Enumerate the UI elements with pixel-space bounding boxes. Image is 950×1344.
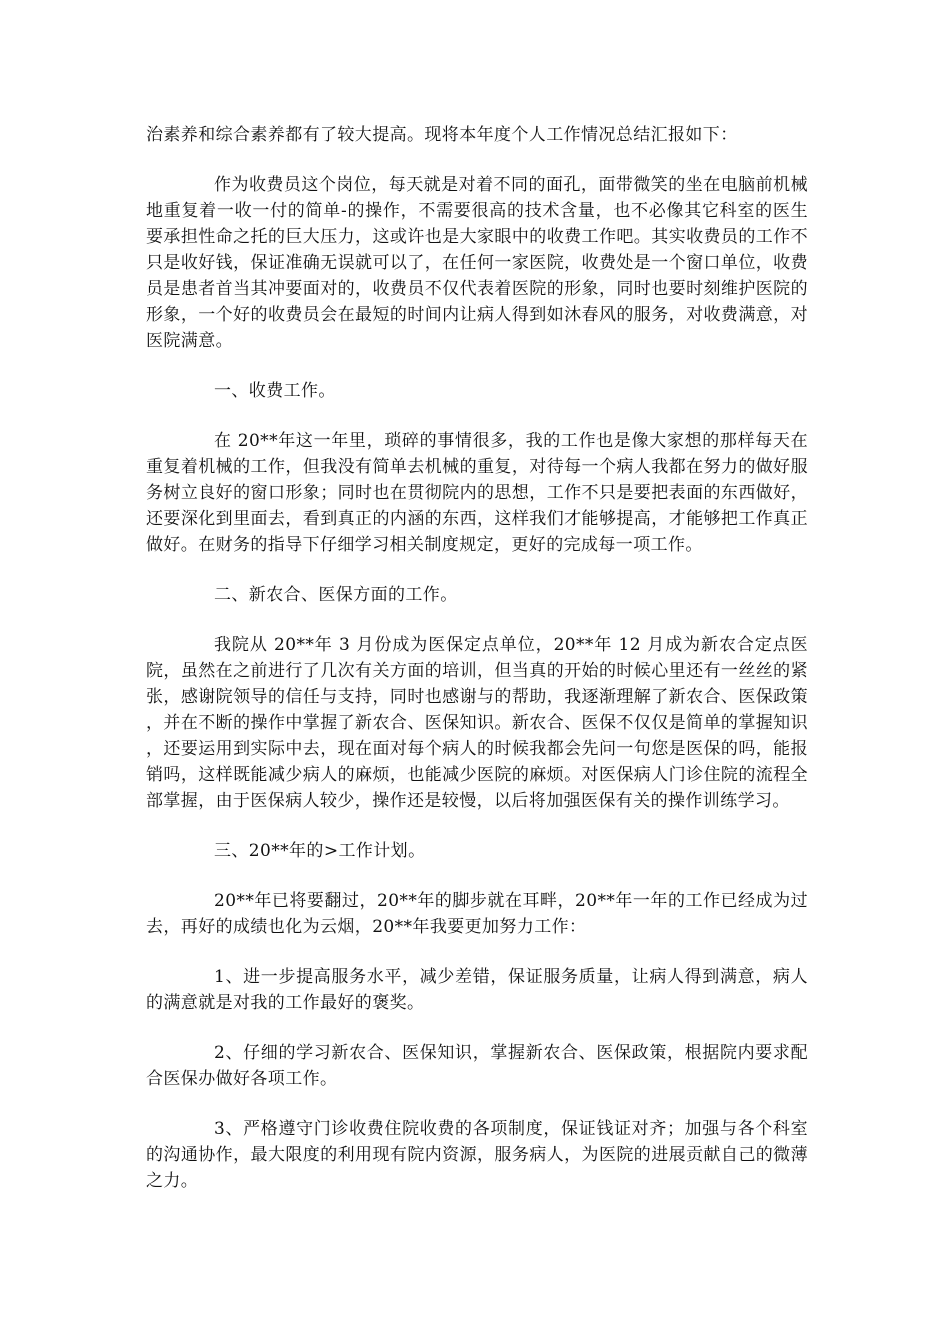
intro-continuation: 治素养和综合素养都有了较大提高。现将本年度个人工作情况总结汇报如下：: [146, 125, 738, 145]
section-heading-work-plan: 三、20**年的>工作计划。: [214, 841, 426, 861]
paragraph-insurance: 我院从 20**年 3 月份成为医保定点单位，20**年 12 月成为新农合定点医院，虽然在之前进行了几次有关方面的培训，但当真的开始的时候心里还有一丝丝的紧张，感谢院领导的信任与支持，同时也感谢与的帮助，我逐渐理解了新农合、医保政策，并在不断的操作中掌握了新农合、医保知识。新农合、医保不仅仅是简单的掌握知识，还要运用到实际中去，现在面对每个病人的时候我都会先问一句您是医保的吗，能报销吗，这样既能减少病人的麻烦，也能减少医院的麻烦。对医保病人门诊住院的流程全部掌握，由于医保病人较少，操作还是较慢，以后将加强医保有关的操作训练学习。: [146, 635, 808, 811]
document-page: [146, 122, 808, 1218]
section-heading-fee-work: 一、收费工作。: [214, 381, 336, 401]
paragraph-fee-work: 在 20**年这一年里，琐碎的事情很多，我的工作也是像大家想的那样每天在重复着机械的工作，但我没有简单去机械的重复，对待每一个病人我都在努力的做好服务树立良好的窗口形象；同时也在贯彻院内的思想，工作不只是要把表面的东西做好，还要深化到里面去，看到真正的内涵的东西，这样我们才能够提高，才能够把工作真正做好。在财务的指导下仔细学习相关制度规定，更好的完成每一项工作。: [146, 431, 808, 555]
plan-item-2: 2、仔细的学习新农合、医保知识，掌握新农合、医保政策，根据院内要求配合医保办做好各项工作。: [146, 1043, 808, 1089]
plan-item-3: 3、严格遵守门诊收费住院收费的各项制度，保证钱证对齐；加强与各个科室的沟通协作，最大限度的利用现有院内资源，服务病人，为医院的进展贡献自己的微薄之力。: [146, 1119, 808, 1191]
paragraph-plan-intro: 20**年已将要翻过，20**年的脚步就在耳畔，20**年一年的工作已经成为过去，再好的成绩也化为云烟，20**年我要更加努力工作：: [146, 891, 808, 937]
plan-item-1: 1、进一步提高服务水平，减少差错，保证服务质量，让病人得到满意，病人的满意就是对我的工作最好的褒奖。: [146, 967, 808, 1013]
paragraph-role-description: 作为收费员这个岗位，每天就是对着不同的面孔，面带微笑的坐在电脑前机械地重复着一收一付的简单-的操作，不需要很高的技术含量，也不必像其它科室的医生要承担性命之托的巨大压力，这或许也是大家眼中的收费工作吧。其实收费员的工作不只是收好钱，保证准确无误就可以了，在任何一家医院，收费处是一个窗口单位，收费员是患者首当其冲要面对的，收费员不仅代表着医院的形象，同时也要时刻维护医院的形象，一个好的收费员会在最短的时间内让病人得到如沐春风的服务，对收费满意，对医院满意。: [146, 175, 808, 351]
section-heading-insurance: 二、新农合、医保方面的工作。: [214, 585, 458, 605]
